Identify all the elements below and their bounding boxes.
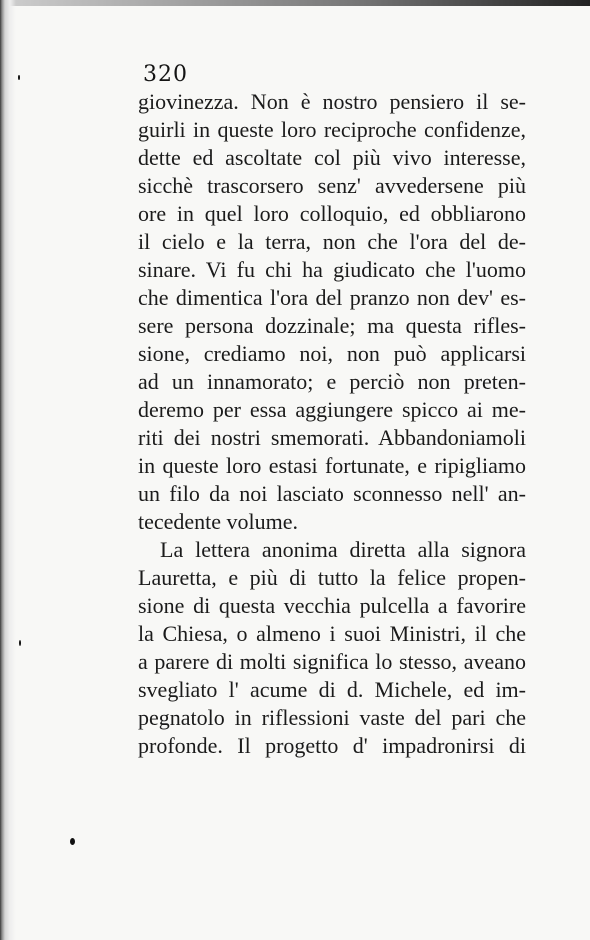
text-line: ore in quel loro colloquio, ed obbliarono (138, 201, 526, 226)
text-line: svegliato l' acume di d. Michele, ed im- (138, 677, 526, 702)
text-line: pegnatolo in riflessioni vaste del pari che (138, 705, 526, 730)
text-line: ad un innamorato; e perciò non preten- (138, 369, 526, 394)
text-line: sione, crediamo noi, non può applicarsi (138, 341, 526, 366)
page-number: 320 (143, 62, 188, 87)
text-line: il cielo e la terra, non che l'ora del de- (138, 229, 526, 254)
text-line: la Chiesa, o almeno i suoi Ministri, il che (138, 621, 526, 646)
text-line: deremo per essa aggiungere spicco ai me- (138, 397, 526, 422)
page-top-edge (0, 0, 590, 6)
paragraph-first-line: La lettera anonima diretta alla signora (160, 537, 526, 562)
ink-speck (70, 838, 75, 845)
text-line: giovinezza. Non è nostro pensiero il se- (138, 89, 526, 114)
text-line: sicchè trascorsero senz' avvedersene più (138, 173, 526, 198)
page-gutter-shadow (0, 0, 16, 940)
text-line: in queste loro estasi fortunate, e ripigliamo (138, 453, 526, 478)
ink-speck (19, 640, 21, 646)
text-line: dette ed ascoltate col più vivo interesse, (138, 145, 526, 170)
text-line: che dimentica l'ora del pranzo non dev' es- (138, 285, 526, 310)
text-line: Lauretta, e più di tutto la felice propen- (138, 565, 526, 590)
text-line: guirli in queste loro reciproche confidenze, (138, 117, 526, 142)
text-line: un filo da noi lasciato sconnesso nell' an- (138, 481, 526, 506)
text-line: sere persona dozzinale; ma questa rifles- (138, 313, 526, 338)
text-line: a parere di molti significa lo stesso, aveano (138, 649, 526, 674)
ink-speck (18, 75, 20, 80)
text-line: riti dei nostri smemorati. Abbandoniamoli (138, 425, 526, 450)
text-line: sinare. Vi fu chi ha giudicato che l'uomo (138, 257, 526, 282)
text-line: profonde. Il progetto d' impadronirsi di (138, 733, 526, 758)
text-line: sione di questa vecchia pulcella a favorire (138, 593, 526, 618)
paragraph-last-line: tecedente volume. (138, 509, 299, 534)
